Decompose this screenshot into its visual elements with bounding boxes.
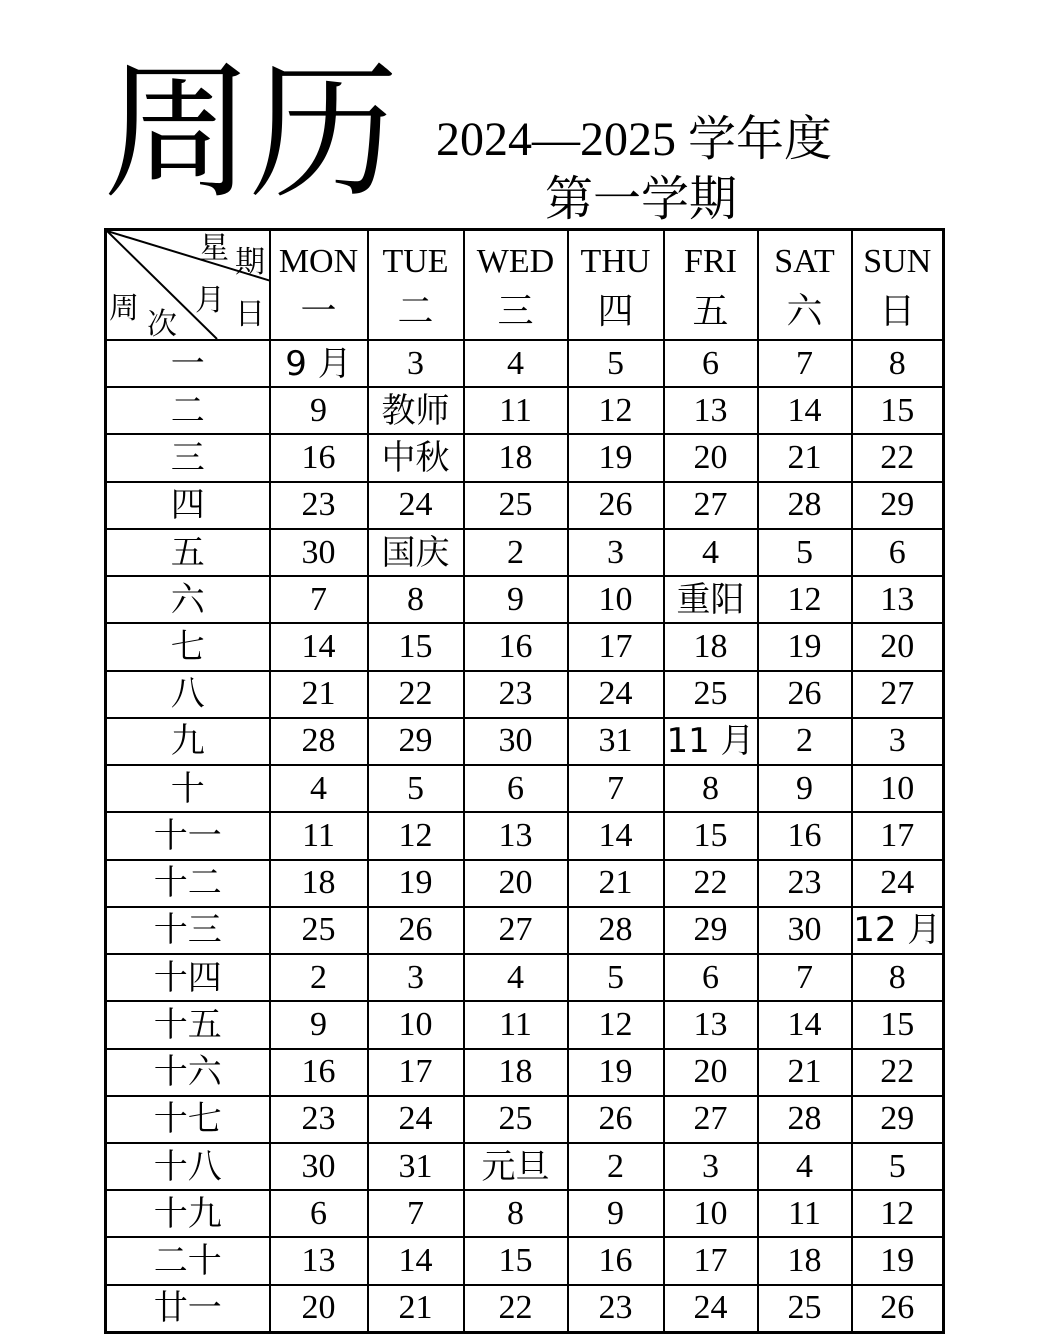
date-cell: 26 [568, 482, 664, 529]
date-cell: 25 [664, 671, 758, 718]
date-cell: 12 [568, 1001, 664, 1048]
date-cell: 15 [852, 1001, 944, 1048]
week-row [106, 1190, 944, 1237]
day-header-zh: 二 [397, 291, 434, 332]
week-row [106, 718, 944, 765]
date-cell: 19 [852, 1237, 944, 1284]
date-cell: 15 [664, 812, 758, 859]
date-cell: 12 [852, 1190, 944, 1237]
date-cell: 7 [758, 340, 852, 387]
date-cell: 18 [464, 1049, 568, 1096]
date-cell: 26 [852, 1285, 944, 1333]
day-header-en: TUE [382, 243, 449, 280]
date-cell: 9 [270, 1001, 368, 1048]
date-cell: 8 [368, 576, 464, 623]
day-header-en: WED [476, 243, 555, 280]
date-cell: 19 [568, 1049, 664, 1096]
date-cell: 8 [852, 954, 944, 1001]
date-cell: 28 [758, 482, 852, 529]
date-cell: 25 [758, 1285, 852, 1333]
header-row [106, 230, 944, 341]
week-number-cell: 一 [106, 340, 270, 387]
week-number-cell: 十八 [106, 1143, 270, 1190]
week-number-cell: 十三 [106, 907, 270, 954]
week-row [106, 482, 944, 529]
date-cell: 27 [852, 671, 944, 718]
date-cell: 3 [568, 529, 664, 576]
date-cell: 24 [568, 671, 664, 718]
date-cell: 28 [270, 718, 368, 765]
date-cell: 20 [464, 860, 568, 907]
date-cell: 9 [758, 765, 852, 812]
date-cell: 9 [270, 387, 368, 434]
corner-label-xing: 星 [199, 231, 229, 266]
date-cell: 26 [568, 1096, 664, 1143]
date-cell: 12 [568, 387, 664, 434]
day-header-mon [270, 230, 368, 341]
date-cell: 20 [664, 1049, 758, 1096]
date-cell: 19 [758, 623, 852, 670]
date-cell: 5 [852, 1143, 944, 1190]
date-cell: 25 [464, 482, 568, 529]
date-cell: 13 [664, 387, 758, 434]
week-row [106, 1237, 944, 1284]
week-row [106, 623, 944, 670]
week-calendar-table [104, 228, 945, 1334]
week-row [106, 671, 944, 718]
week-row [106, 1001, 944, 1048]
date-cell: 5 [568, 954, 664, 1001]
date-cell: 9 月 [270, 340, 368, 387]
date-cell: 18 [464, 434, 568, 481]
date-cell: 23 [568, 1285, 664, 1333]
date-cell: 2 [568, 1143, 664, 1190]
date-cell: 11 [758, 1190, 852, 1237]
week-number-cell: 二十 [106, 1237, 270, 1284]
corner-label-yue: 月 [195, 283, 225, 318]
date-cell: 25 [270, 907, 368, 954]
date-cell: 27 [664, 482, 758, 529]
corner-label-ci: 次 [147, 307, 177, 340]
date-cell: 26 [758, 671, 852, 718]
week-row [106, 529, 944, 576]
day-header-wed [464, 230, 568, 341]
week-number-cell: 十二 [106, 860, 270, 907]
day-header-zh: 四 [597, 291, 634, 332]
date-cell: 23 [758, 860, 852, 907]
corner-header-cell [106, 230, 270, 341]
date-cell: 7 [368, 1190, 464, 1237]
corner-label-ri: 日 [235, 297, 265, 332]
date-cell: 20 [852, 623, 944, 670]
day-header-en: MON [278, 243, 359, 280]
date-cell: 5 [568, 340, 664, 387]
week-number-cell: 廿一 [106, 1285, 270, 1333]
date-cell: 16 [464, 623, 568, 670]
week-number-cell: 四 [106, 482, 270, 529]
date-cell: 25 [464, 1096, 568, 1143]
date-cell: 12 月 [852, 907, 944, 954]
date-cell: 4 [758, 1143, 852, 1190]
date-cell: 13 [270, 1237, 368, 1284]
date-cell: 7 [568, 765, 664, 812]
date-cell: 2 [464, 529, 568, 576]
date-cell: 20 [270, 1285, 368, 1333]
day-header-en: FRI [684, 243, 737, 280]
day-header-thu [568, 230, 664, 341]
day-header-zh: 三 [497, 291, 534, 332]
date-cell: 9 [464, 576, 568, 623]
corner-label-zhou: 周 [109, 291, 139, 326]
date-cell: 30 [758, 907, 852, 954]
date-cell: 13 [852, 576, 944, 623]
week-number-cell: 二 [106, 387, 270, 434]
date-cell: 31 [368, 1143, 464, 1190]
day-header-en: SAT [774, 243, 835, 280]
date-cell: 23 [270, 482, 368, 529]
semester-label: 第一学期 [545, 173, 738, 226]
date-cell: 16 [270, 1049, 368, 1096]
week-row [106, 812, 944, 859]
date-cell: 23 [464, 671, 568, 718]
week-row [106, 1096, 944, 1143]
date-cell: 22 [368, 671, 464, 718]
date-cell: 28 [568, 907, 664, 954]
day-header-zh: 日 [879, 291, 916, 332]
date-cell: 30 [464, 718, 568, 765]
week-number-cell: 十 [106, 765, 270, 812]
date-cell: 教师 [368, 387, 464, 434]
date-cell: 6 [464, 765, 568, 812]
date-cell: 26 [368, 907, 464, 954]
date-cell: 19 [368, 860, 464, 907]
date-cell: 29 [664, 907, 758, 954]
date-cell: 27 [464, 907, 568, 954]
date-cell: 10 [852, 765, 944, 812]
date-cell: 22 [664, 860, 758, 907]
date-cell: 21 [758, 1049, 852, 1096]
date-cell: 16 [270, 434, 368, 481]
academic-year: 2024—2025 学年度 [436, 113, 833, 166]
date-cell: 18 [758, 1237, 852, 1284]
calendar-body [106, 340, 944, 1333]
week-row [106, 907, 944, 954]
week-number-cell: 六 [106, 576, 270, 623]
date-cell: 18 [270, 860, 368, 907]
date-cell: 24 [664, 1285, 758, 1333]
date-cell: 24 [368, 1096, 464, 1143]
week-number-cell: 八 [106, 671, 270, 718]
date-cell: 6 [852, 529, 944, 576]
week-number-cell: 九 [106, 718, 270, 765]
day-header-sat [758, 230, 852, 341]
week-number-cell: 十九 [106, 1190, 270, 1237]
date-cell: 17 [852, 812, 944, 859]
date-cell: 8 [664, 765, 758, 812]
date-cell: 3 [368, 340, 464, 387]
date-cell: 6 [664, 954, 758, 1001]
week-row [106, 576, 944, 623]
date-cell: 22 [852, 434, 944, 481]
date-cell: 29 [852, 1096, 944, 1143]
date-cell: 11 月 [664, 718, 758, 765]
date-cell: 21 [568, 860, 664, 907]
week-row [106, 1143, 944, 1190]
date-cell: 元旦 [464, 1143, 568, 1190]
date-cell: 29 [368, 718, 464, 765]
date-cell: 11 [270, 812, 368, 859]
date-cell: 22 [464, 1285, 568, 1333]
date-cell: 20 [664, 434, 758, 481]
date-cell: 19 [568, 434, 664, 481]
date-cell: 10 [368, 1001, 464, 1048]
date-cell: 8 [464, 1190, 568, 1237]
date-cell: 12 [758, 576, 852, 623]
week-number-cell: 十四 [106, 954, 270, 1001]
week-number-cell: 十六 [106, 1049, 270, 1096]
date-cell: 4 [464, 340, 568, 387]
date-cell: 10 [664, 1190, 758, 1237]
week-row [106, 1049, 944, 1096]
date-cell: 7 [758, 954, 852, 1001]
week-row [106, 954, 944, 1001]
week-row [106, 860, 944, 907]
date-cell: 2 [758, 718, 852, 765]
week-number-cell: 三 [106, 434, 270, 481]
date-cell: 13 [664, 1001, 758, 1048]
date-cell: 27 [664, 1096, 758, 1143]
date-cell: 10 [568, 576, 664, 623]
date-cell: 4 [464, 954, 568, 1001]
week-row [106, 387, 944, 434]
date-cell: 15 [368, 623, 464, 670]
date-cell: 3 [664, 1143, 758, 1190]
date-cell: 11 [464, 1001, 568, 1048]
day-header-zh: 五 [692, 291, 729, 332]
date-cell: 23 [270, 1096, 368, 1143]
date-cell: 3 [368, 954, 464, 1001]
day-header-en: SUN [863, 243, 932, 280]
date-cell: 12 [368, 812, 464, 859]
date-cell: 7 [270, 576, 368, 623]
date-cell: 22 [852, 1049, 944, 1096]
date-cell: 3 [852, 718, 944, 765]
date-cell: 21 [758, 434, 852, 481]
date-cell: 2 [270, 954, 368, 1001]
date-cell: 14 [270, 623, 368, 670]
day-header-en: THU [580, 243, 651, 280]
date-cell: 21 [270, 671, 368, 718]
date-cell: 24 [852, 860, 944, 907]
date-cell: 17 [664, 1237, 758, 1284]
day-header-fri [664, 230, 758, 341]
date-cell: 9 [568, 1190, 664, 1237]
date-cell: 6 [664, 340, 758, 387]
date-cell: 14 [758, 387, 852, 434]
date-cell: 28 [758, 1096, 852, 1143]
date-cell: 5 [758, 529, 852, 576]
week-number-cell: 七 [106, 623, 270, 670]
week-row [106, 340, 944, 387]
week-number-cell: 十一 [106, 812, 270, 859]
date-cell: 16 [568, 1237, 664, 1284]
date-cell: 14 [568, 812, 664, 859]
date-cell: 24 [368, 482, 464, 529]
date-cell: 14 [758, 1001, 852, 1048]
page-title: 周历 [103, 46, 396, 220]
week-row [106, 1285, 944, 1333]
date-cell: 重阳 [664, 576, 758, 623]
date-cell: 21 [368, 1285, 464, 1333]
week-number-cell: 十五 [106, 1001, 270, 1048]
day-header-sun [852, 230, 944, 341]
date-cell: 13 [464, 812, 568, 859]
date-cell: 国庆 [368, 529, 464, 576]
week-number-cell: 五 [106, 529, 270, 576]
date-cell: 14 [368, 1237, 464, 1284]
date-cell: 4 [270, 765, 368, 812]
date-cell: 30 [270, 1143, 368, 1190]
date-cell: 16 [758, 812, 852, 859]
date-cell: 17 [368, 1049, 464, 1096]
date-cell: 中秋 [368, 434, 464, 481]
date-cell: 15 [464, 1237, 568, 1284]
day-header-tue [368, 230, 464, 341]
week-row [106, 434, 944, 481]
date-cell: 11 [464, 387, 568, 434]
date-cell: 4 [664, 529, 758, 576]
date-cell: 17 [568, 623, 664, 670]
week-number-cell: 十七 [106, 1096, 270, 1143]
date-cell: 29 [852, 482, 944, 529]
date-cell: 15 [852, 387, 944, 434]
date-cell: 6 [270, 1190, 368, 1237]
week-row [106, 765, 944, 812]
date-cell: 5 [368, 765, 464, 812]
date-cell: 18 [664, 623, 758, 670]
day-header-zh: 一 [300, 291, 337, 332]
date-cell: 30 [270, 529, 368, 576]
day-header-zh: 六 [786, 291, 823, 332]
date-cell: 31 [568, 718, 664, 765]
corner-label-qi: 期 [235, 245, 265, 280]
date-cell: 8 [852, 340, 944, 387]
